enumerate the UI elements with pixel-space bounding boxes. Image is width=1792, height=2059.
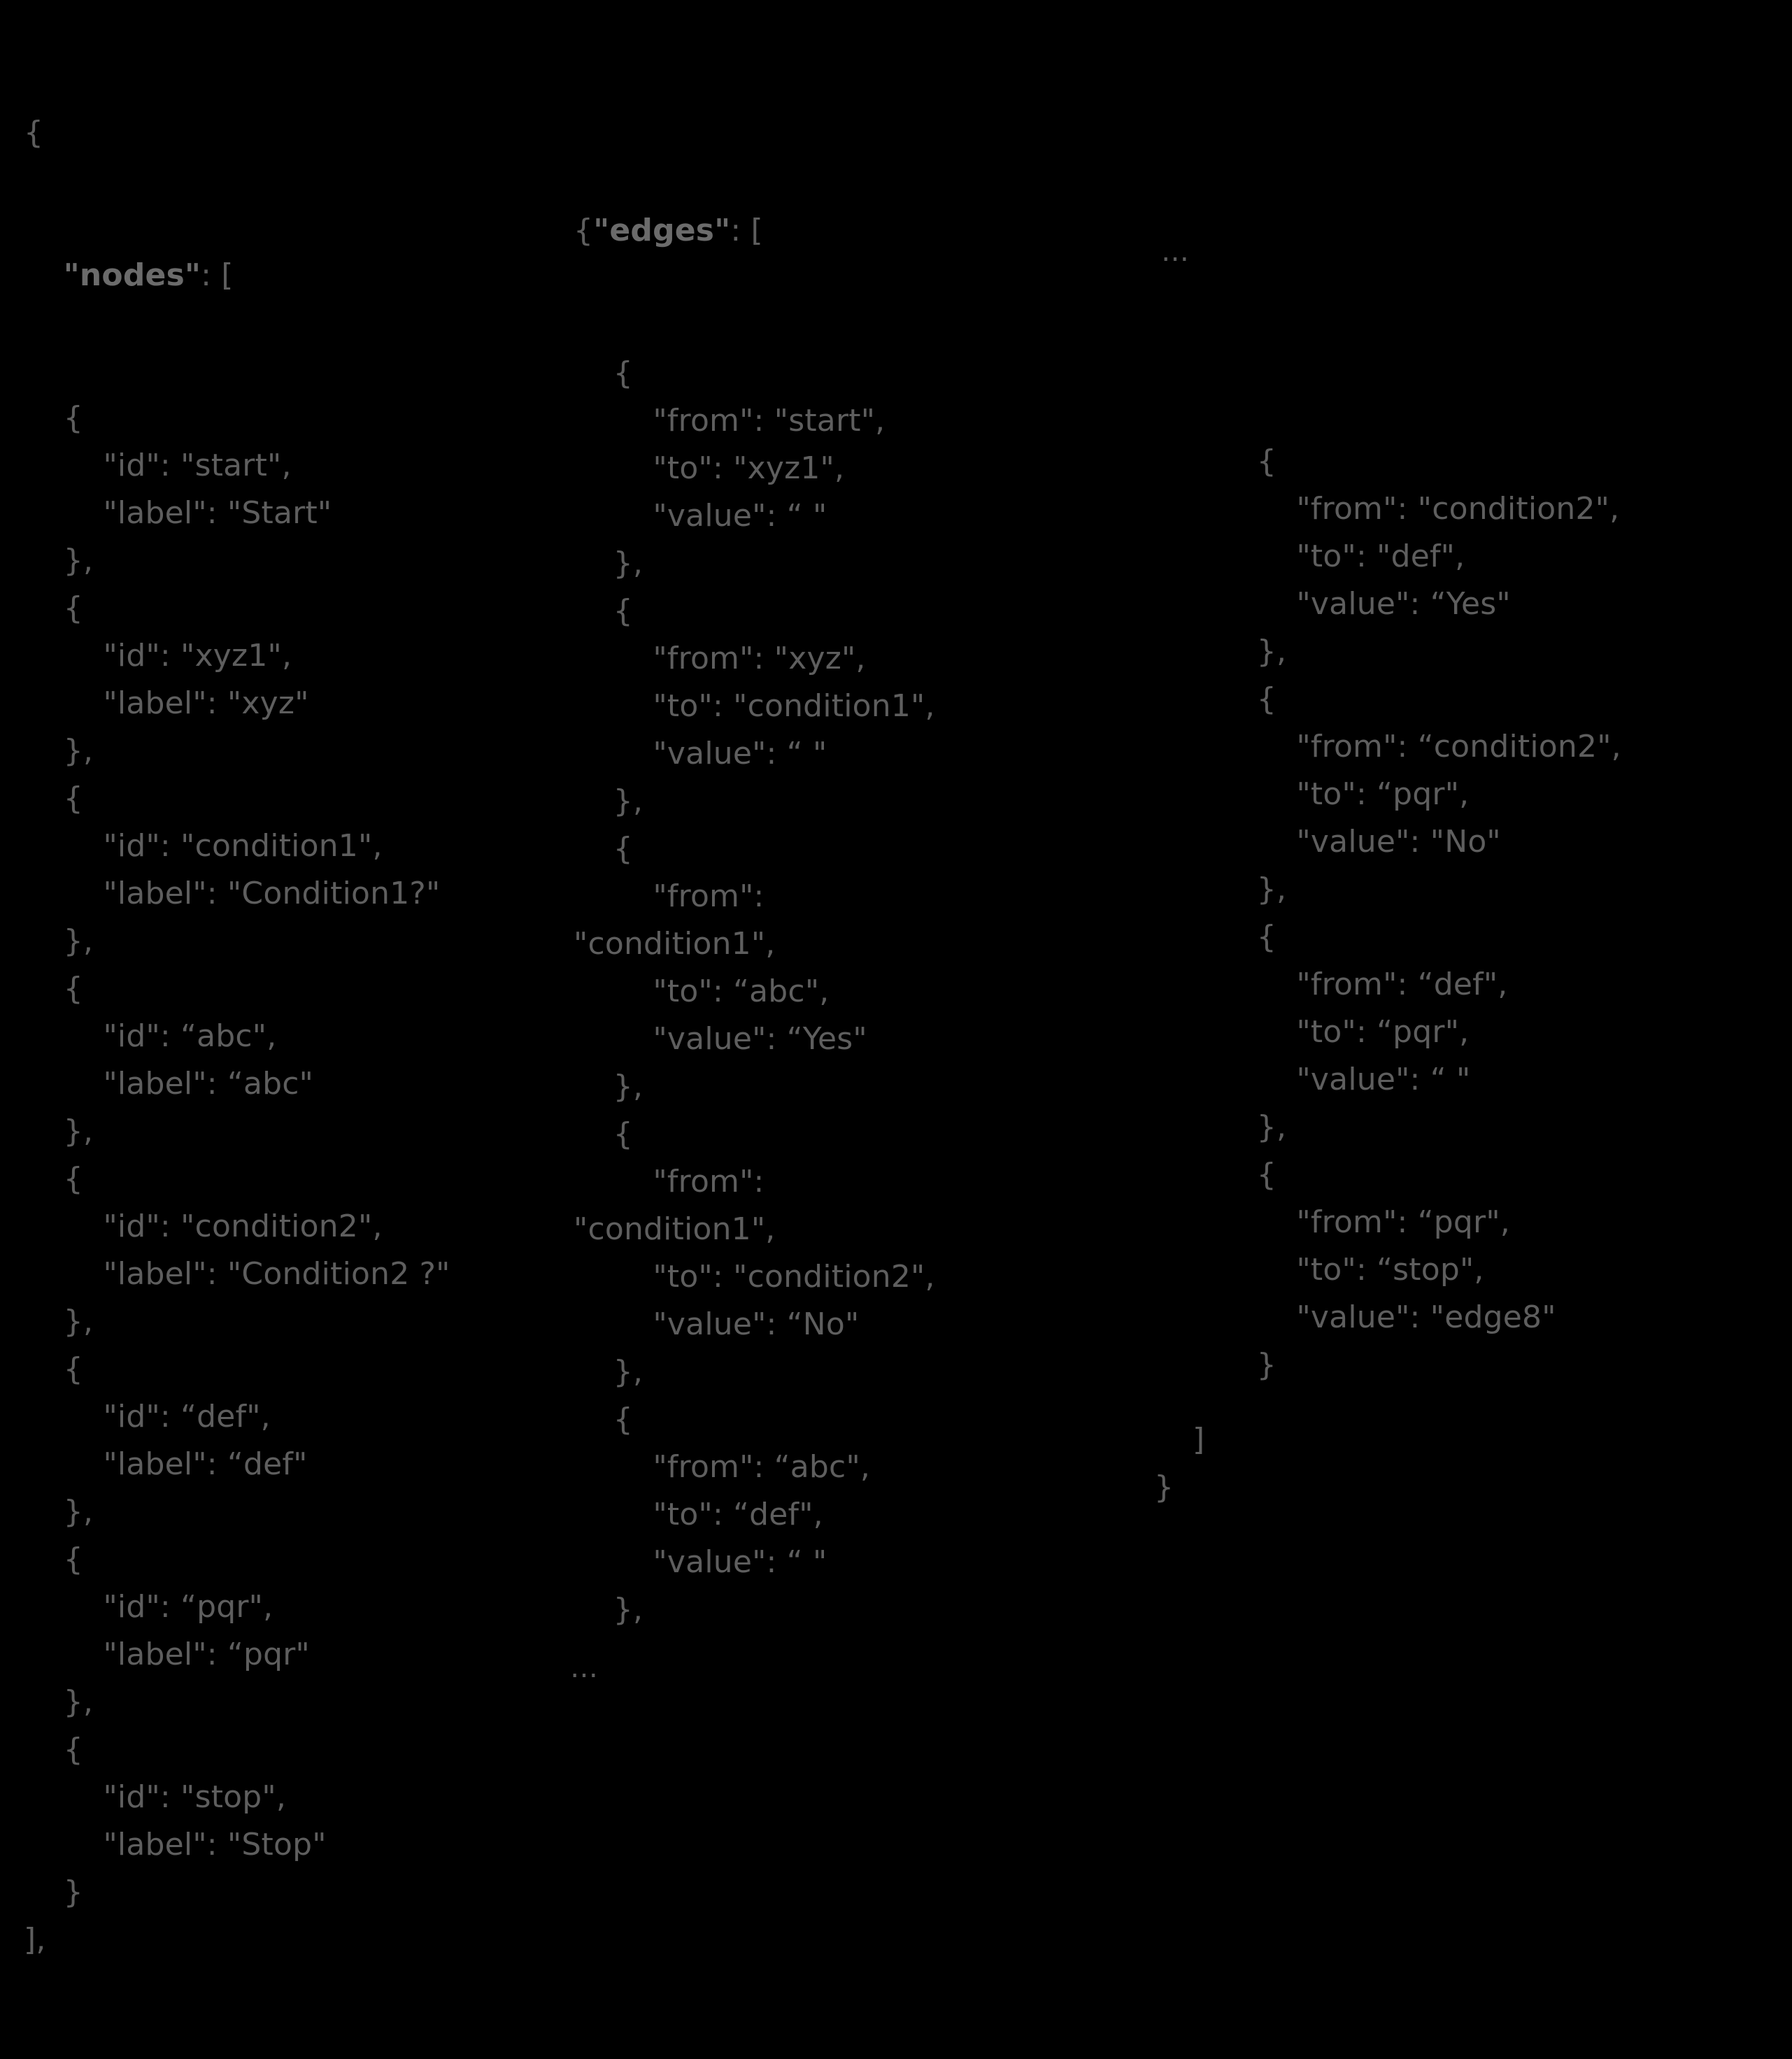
code-line: "id": “def",	[24, 1399, 271, 1434]
code-line: },	[24, 1684, 94, 1720]
code-line: },	[574, 546, 643, 581]
code-line: "to": "condition2",	[574, 1259, 935, 1295]
code-line: },	[24, 733, 94, 769]
code-line: {	[24, 971, 83, 1006]
code-line: "to": "def",	[1217, 539, 1465, 574]
code-line: "value": “ "	[574, 498, 827, 534]
code-line: {	[1217, 681, 1277, 717]
edges-json-column-continued	[1217, 343, 1749, 1484]
code-line: "value": “Yes"	[1217, 586, 1511, 622]
code-line: "from": "xyz",	[574, 641, 866, 676]
code-line: },	[24, 1113, 94, 1149]
code-line: {	[574, 355, 633, 391]
nodes-key-suffix: : [	[201, 257, 234, 293]
code-line: "label": "xyz"	[24, 685, 309, 721]
code-line: "id": "condition2",	[24, 1209, 383, 1244]
code-line: },	[1217, 634, 1287, 669]
edges-lines	[574, 350, 1091, 1634]
code-line: "from": "condition2",	[1217, 491, 1620, 527]
code-line: "to": “pqr",	[1217, 776, 1470, 812]
code-line: },	[574, 783, 643, 819]
code-line: "id": "start",	[24, 448, 292, 483]
ellipsis-marker-bottom: …	[570, 1652, 598, 1684]
code-line: {	[24, 1732, 83, 1767]
nodes-lines	[24, 394, 555, 1964]
code-line: "to": "condition1",	[574, 688, 935, 724]
code-line: "label": “abc"	[24, 1066, 314, 1102]
code-line: "value": "No"	[1217, 824, 1501, 860]
code-line: "value": “No"	[574, 1306, 860, 1342]
code-line: },	[1217, 871, 1287, 907]
code-line: "to": "xyz1",	[574, 450, 845, 486]
nodes-open-brace: {	[24, 115, 44, 150]
code-line: },	[574, 1354, 643, 1390]
code-line: "from":	[574, 1164, 765, 1199]
code-line: "id": “pqr",	[24, 1589, 273, 1625]
edges-header-line	[574, 207, 1091, 255]
nodes-key-line	[24, 252, 555, 299]
code-line: },	[574, 1592, 643, 1627]
code-line: "value": “ "	[574, 1544, 827, 1580]
code-line: {	[24, 1351, 83, 1387]
nodes-json-column	[24, 14, 555, 2059]
code-line: "label": "Condition2 ?"	[24, 1256, 450, 1292]
code-line: "id": "condition1",	[24, 828, 383, 864]
code-line: },	[24, 1304, 94, 1339]
code-line: "value": “ "	[1217, 1062, 1471, 1097]
closing-bracket: ]	[1193, 1422, 1205, 1458]
code-line: }	[1217, 1347, 1277, 1383]
code-line: {	[1217, 919, 1277, 955]
code-line: {	[1217, 443, 1277, 479]
code-line: },	[24, 923, 94, 959]
code-line: "label": “def"	[24, 1446, 308, 1482]
code-line: "to": “stop",	[1217, 1252, 1484, 1288]
code-line: ],	[24, 1922, 46, 1958]
code-line: "value": “Yes"	[574, 1021, 867, 1057]
edges-continued-lines	[1217, 438, 1749, 1389]
code-line: "id": "stop",	[24, 1779, 287, 1815]
ellipsis-marker-middle: …	[1161, 236, 1189, 268]
code-line: "value": "edge8"	[1217, 1299, 1556, 1335]
code-line: "label": "Stop"	[24, 1827, 327, 1862]
code-line: },	[1217, 1109, 1287, 1145]
code-line: "to": “abc",	[574, 974, 830, 1009]
code-line: {	[24, 400, 83, 436]
code-line: {	[574, 1116, 633, 1152]
code-line: "from": “condition2",	[1217, 729, 1621, 764]
code-line: }	[24, 1874, 83, 1910]
code-line: "condition1",	[574, 1211, 776, 1247]
code-line: {	[574, 1402, 633, 1437]
code-line: "from": “abc",	[574, 1449, 871, 1485]
code-line: "condition1",	[574, 926, 776, 962]
code-line: },	[24, 543, 94, 578]
code-line: "label": "Condition1?"	[24, 876, 441, 911]
code-line: {	[24, 1541, 83, 1577]
code-line: "value": “ "	[574, 736, 827, 771]
code-line: "label": "Start"	[24, 495, 332, 531]
code-line: "to": “def",	[574, 1497, 823, 1532]
code-line: "from": "start",	[574, 403, 886, 439]
code-line: "to": “pqr",	[1217, 1014, 1470, 1050]
code-line: {	[24, 590, 83, 626]
code-line: "id": "xyz1",	[24, 638, 292, 674]
code-line: "label": “pqr"	[24, 1637, 310, 1672]
closing-brace: }	[1154, 1469, 1174, 1505]
code-line: "id": “abc",	[24, 1018, 277, 1054]
edges-key-suffix: : [	[730, 213, 763, 248]
code-line: "from": “pqr",	[1217, 1204, 1510, 1240]
code-line: "from":	[574, 878, 765, 914]
code-line: {	[24, 781, 83, 816]
code-line: {	[24, 1161, 83, 1197]
code-line: },	[574, 1069, 643, 1104]
code-line: },	[24, 1494, 94, 1530]
nodes-open-brace-line	[24, 109, 555, 157]
code-line: "from": “def",	[1217, 967, 1508, 1002]
nodes-key: "nodes"	[63, 257, 201, 293]
edges-key: "edges"	[593, 213, 731, 248]
edges-json-column	[574, 112, 1091, 1729]
code-line: {	[574, 831, 633, 867]
code-line: {	[574, 593, 633, 629]
edges-open-brace: {	[574, 213, 594, 248]
code-line: {	[1217, 1157, 1277, 1192]
